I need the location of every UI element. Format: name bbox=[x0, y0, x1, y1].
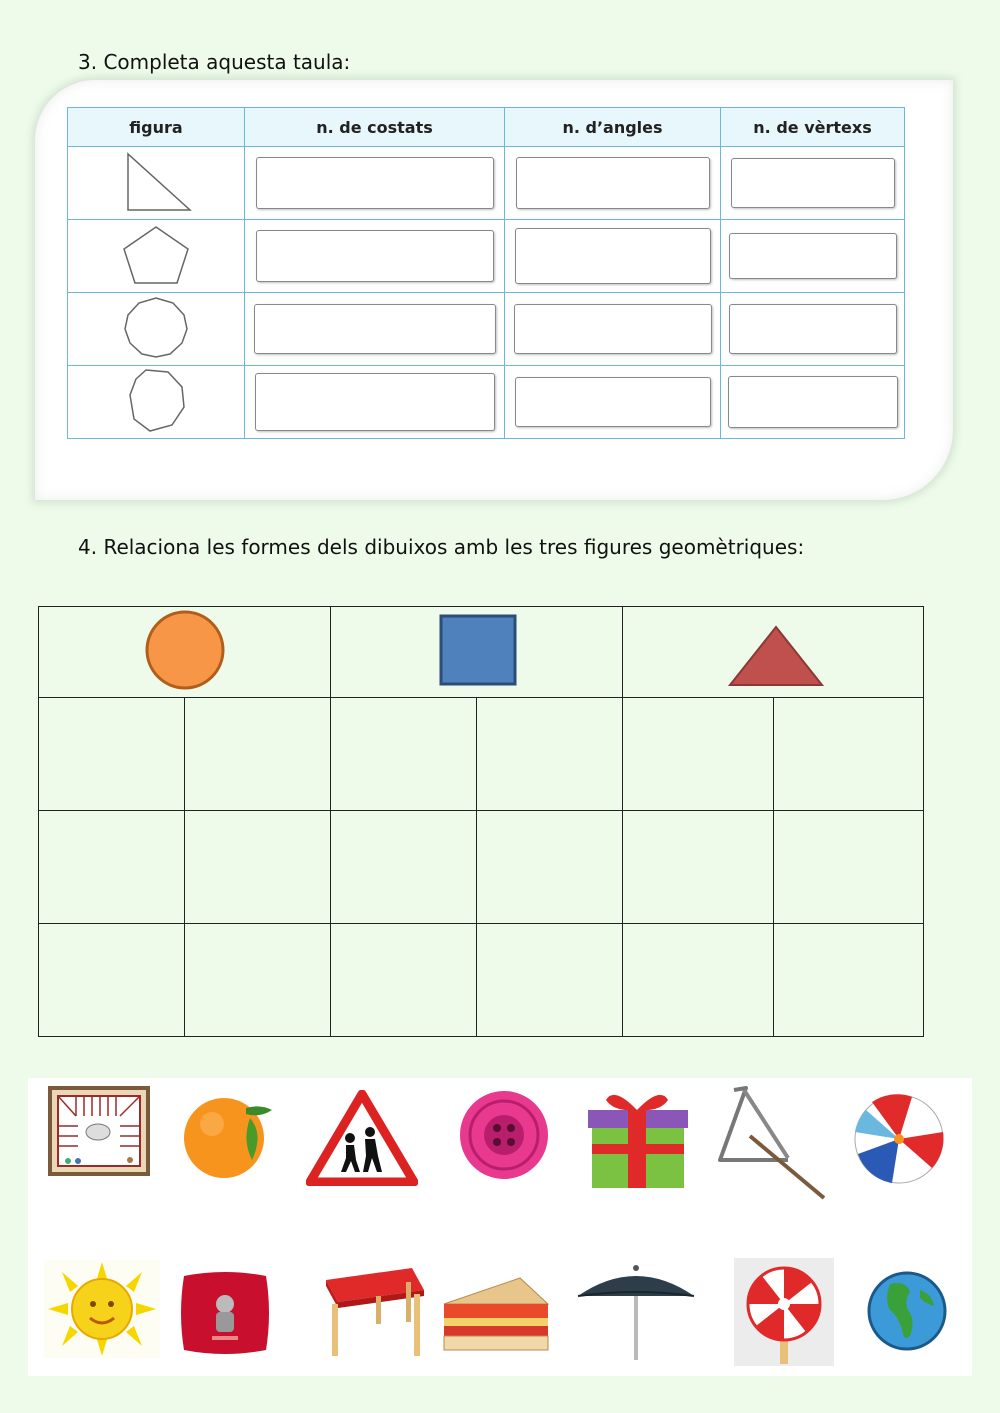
answer-cell[interactable] bbox=[39, 811, 185, 924]
triangle-header bbox=[623, 607, 924, 698]
answer-cell[interactable] bbox=[773, 698, 924, 811]
answer-cell[interactable] bbox=[477, 698, 623, 811]
pentagon-icon bbox=[116, 221, 196, 287]
square-icon bbox=[437, 613, 517, 687]
exercise-4-heading: 4. Relaciona les formes dels dibuixos amb les tres figures geomètriques: bbox=[78, 535, 805, 559]
answer-cell[interactable] bbox=[773, 924, 924, 1037]
decagon-icon bbox=[116, 294, 196, 360]
table-header-row bbox=[68, 108, 905, 147]
answer-cell[interactable] bbox=[185, 924, 331, 1037]
answer-input[interactable] bbox=[256, 230, 494, 282]
gift-box-icon[interactable] bbox=[584, 1084, 692, 1192]
square-header bbox=[331, 607, 623, 698]
answer-cell[interactable] bbox=[331, 924, 477, 1037]
answer-input[interactable] bbox=[254, 304, 496, 354]
answer-input[interactable] bbox=[731, 158, 895, 208]
answer-input[interactable] bbox=[256, 157, 494, 209]
answer-input[interactable] bbox=[729, 233, 897, 279]
answer-cell[interactable] bbox=[477, 811, 623, 924]
orange-icon[interactable] bbox=[180, 1088, 276, 1180]
answer-row bbox=[39, 924, 924, 1037]
board-game-icon[interactable] bbox=[48, 1086, 150, 1176]
answer-cell[interactable] bbox=[185, 811, 331, 924]
answer-input[interactable] bbox=[728, 376, 898, 428]
table-row bbox=[68, 147, 905, 220]
table-row bbox=[68, 293, 905, 366]
warning-sign-icon[interactable] bbox=[306, 1090, 418, 1186]
pentagon-cell bbox=[68, 220, 245, 293]
globe-icon[interactable] bbox=[866, 1270, 948, 1352]
matching-table bbox=[38, 606, 924, 1037]
shapes-table bbox=[67, 107, 905, 439]
table-row bbox=[68, 366, 905, 439]
table-row bbox=[68, 220, 905, 293]
answer-cell[interactable] bbox=[39, 698, 185, 811]
answer-input[interactable] bbox=[515, 228, 711, 284]
answer-input[interactable] bbox=[514, 304, 712, 354]
cushion-icon[interactable] bbox=[178, 1268, 272, 1358]
answer-row bbox=[39, 698, 924, 811]
answer-cell[interactable] bbox=[623, 924, 774, 1037]
decagon-cell bbox=[68, 293, 245, 366]
answer-cell[interactable] bbox=[773, 811, 924, 924]
circle-header bbox=[39, 607, 331, 698]
answer-cell[interactable] bbox=[477, 924, 623, 1037]
answer-cell[interactable] bbox=[623, 698, 774, 811]
table-icon[interactable] bbox=[316, 1262, 428, 1362]
sandwich-icon[interactable] bbox=[440, 1274, 552, 1356]
answer-input[interactable] bbox=[729, 304, 897, 354]
sun-icon[interactable] bbox=[44, 1260, 160, 1358]
right-triangle-icon bbox=[116, 148, 196, 214]
triangle-icon bbox=[623, 613, 923, 687]
triangle-cell bbox=[68, 147, 245, 220]
answer-row bbox=[39, 811, 924, 924]
pictures-strip bbox=[28, 1078, 972, 1376]
answer-cell[interactable] bbox=[331, 698, 477, 811]
col-costats: n. de costats bbox=[245, 108, 505, 147]
answer-input[interactable] bbox=[515, 377, 711, 427]
shapes-header-row bbox=[39, 607, 924, 698]
answer-cell[interactable] bbox=[623, 811, 774, 924]
octagon-icon bbox=[116, 367, 196, 433]
exercise-3-heading: 3. Completa aquesta taula: bbox=[78, 50, 351, 74]
answer-input[interactable] bbox=[255, 373, 495, 431]
beach-ball-icon[interactable] bbox=[852, 1092, 946, 1186]
col-vertexs: n. de vèrtexs bbox=[721, 108, 905, 147]
answer-input[interactable] bbox=[516, 157, 710, 209]
umbrella-icon[interactable] bbox=[574, 1262, 698, 1362]
answer-cell[interactable] bbox=[185, 698, 331, 811]
col-angles: n. d’angles bbox=[505, 108, 721, 147]
col-figura: figura bbox=[68, 108, 245, 147]
circle-icon bbox=[142, 609, 228, 691]
button-icon[interactable] bbox=[456, 1090, 552, 1180]
triangle-instrument-icon[interactable] bbox=[714, 1082, 830, 1200]
answer-cell[interactable] bbox=[39, 924, 185, 1037]
octagon-cell bbox=[68, 366, 245, 439]
lollipop-icon[interactable] bbox=[734, 1258, 834, 1366]
answer-cell[interactable] bbox=[331, 811, 477, 924]
